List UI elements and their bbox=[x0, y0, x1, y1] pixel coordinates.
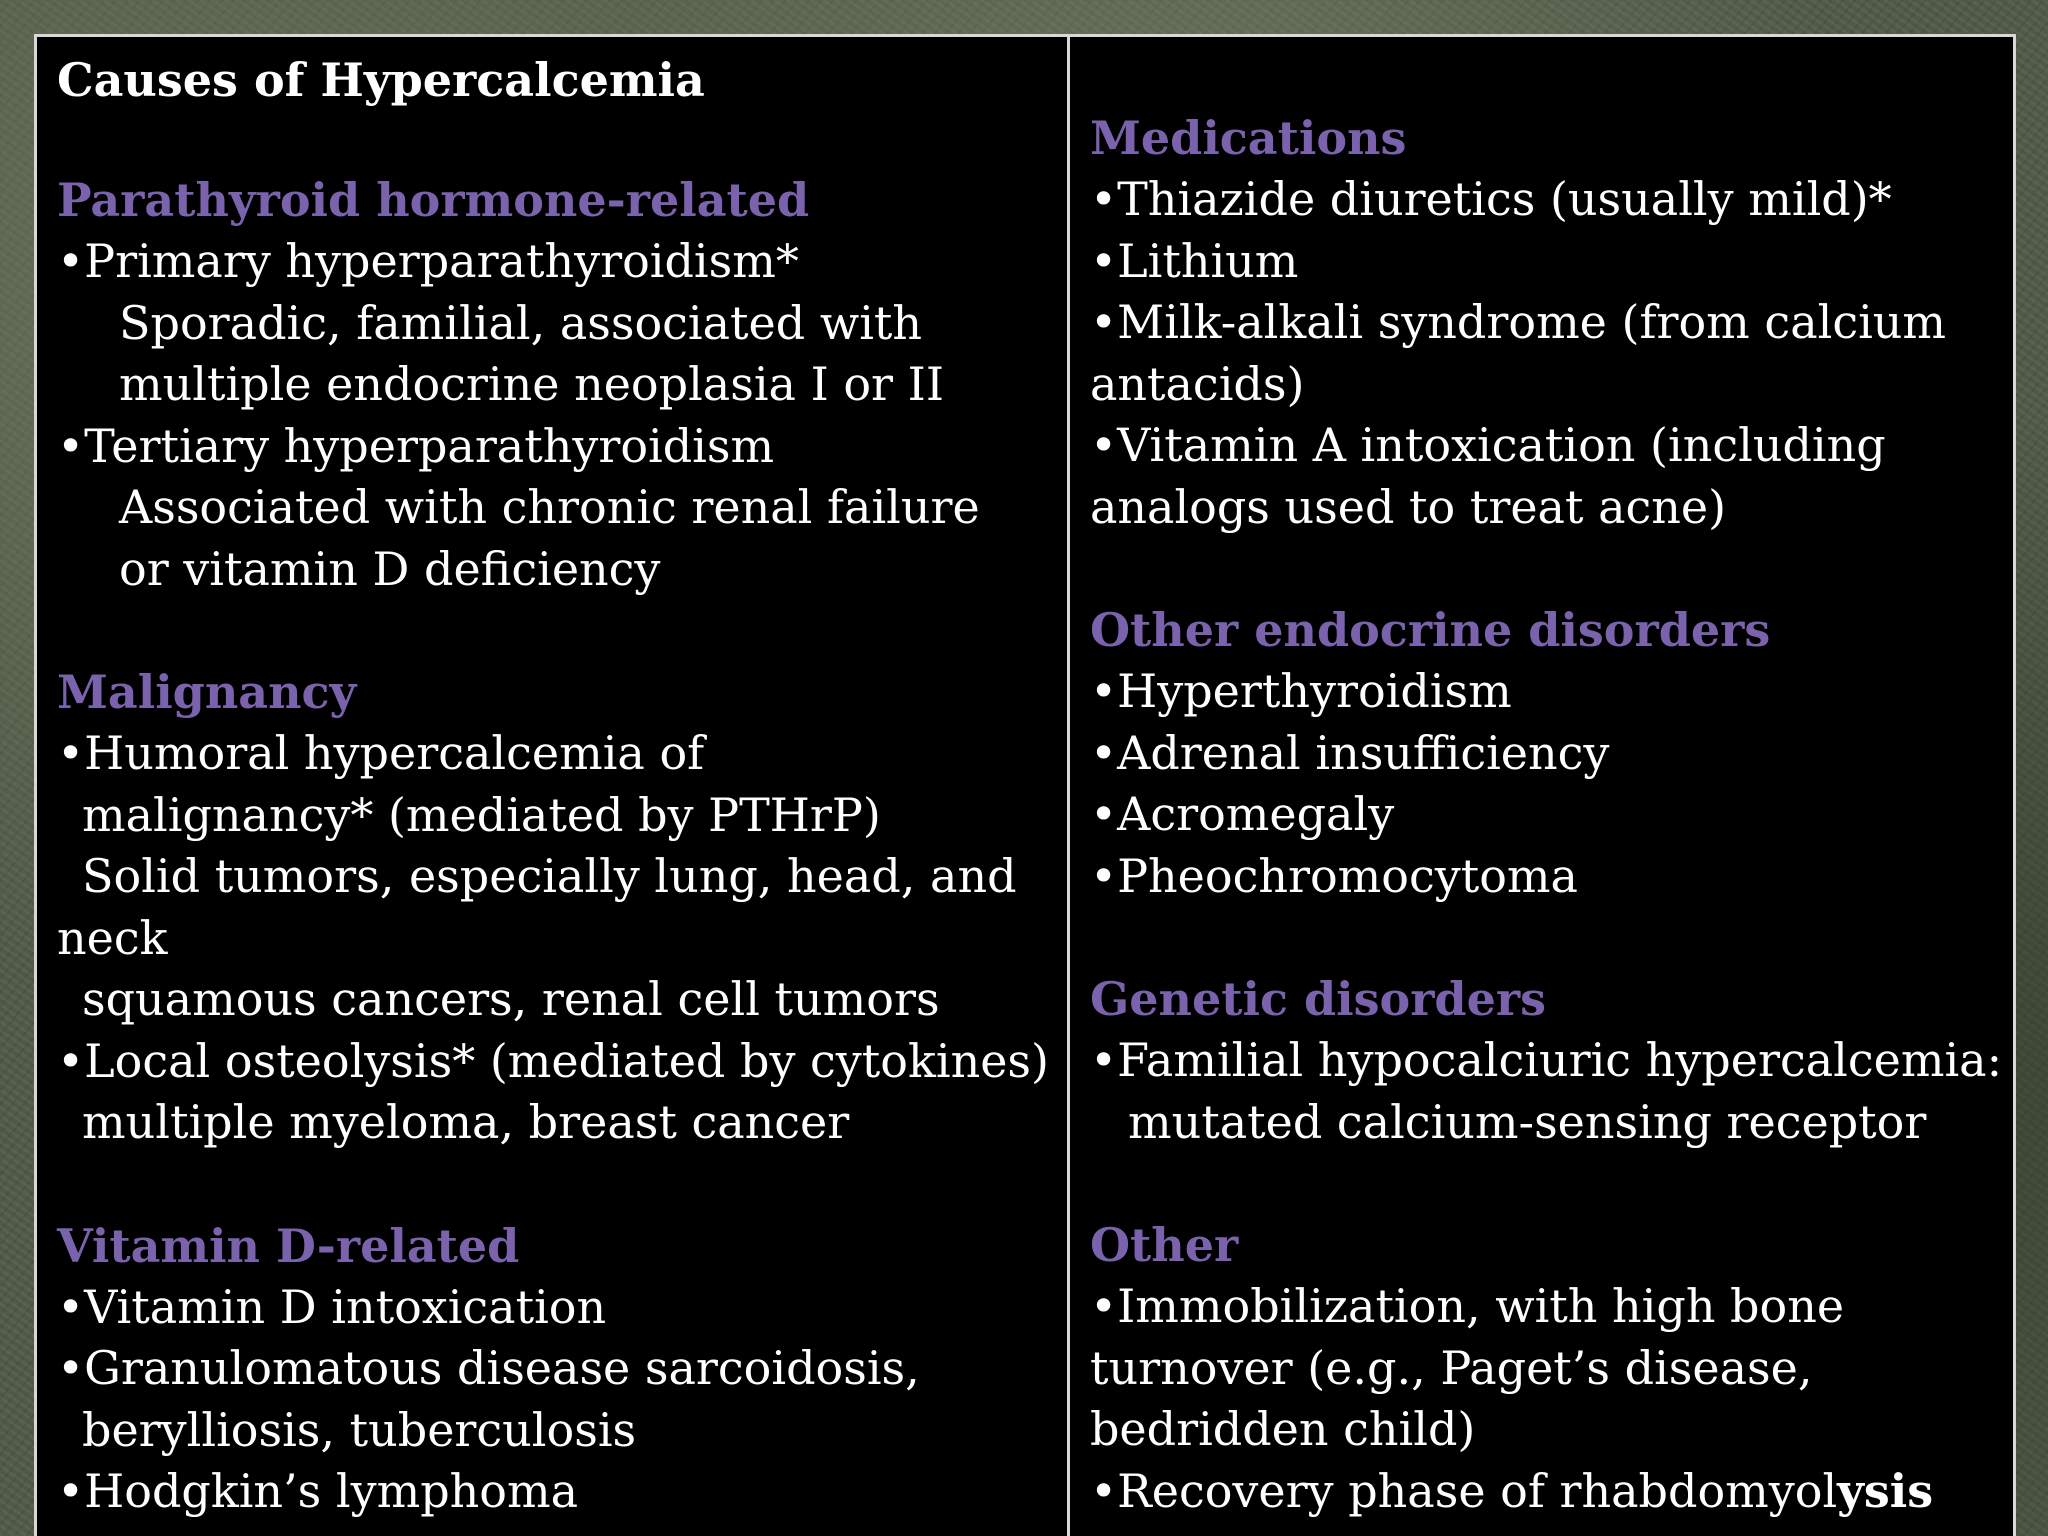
list-item-detail: mutated calcium-sensing receptor bbox=[1127, 1094, 1927, 1149]
list-item: •Thiazide diuretics (usually mild)* bbox=[1089, 172, 1892, 226]
heading-other-endocrine: Other endocrine disorders bbox=[1089, 603, 1771, 657]
heading-medications: Medications bbox=[1089, 111, 1407, 165]
list-item-detail: malignancy* (mediated by PTHrP) bbox=[82, 787, 881, 842]
list-item bbox=[1090, 1461, 2002, 1523]
list-item-detail: Sporadic, familial, associated with bbox=[119, 295, 923, 350]
list-item: •Humoral hypercalcemia of bbox=[57, 726, 705, 780]
list-item-detail: neck bbox=[57, 910, 168, 965]
list-item: •Adrenal insufficiency bbox=[1089, 725, 1610, 780]
list-item-text: •Recovery phase of rhabdomyol bbox=[1089, 1463, 1838, 1518]
list-item: •Familial hypocalciuric hypercalcemia: bbox=[1089, 1033, 2003, 1087]
list-item: •Lithium bbox=[1089, 233, 1299, 288]
heading-vitamin-d: Vitamin D-related bbox=[57, 1218, 520, 1273]
list-item: •Vitamin D intoxication bbox=[57, 1279, 607, 1334]
list-item: •Local osteolysis* (mediated by cytokines) bbox=[57, 1033, 1049, 1088]
list-item: •Hodgkin’s lymphoma bbox=[57, 1464, 579, 1518]
list-item-detail: berylliosis, tuberculosis bbox=[82, 1402, 637, 1457]
list-item: •Milk-alkali syndrome (from calcium bbox=[1089, 295, 1947, 349]
list-item: •Pheochromocytoma bbox=[1089, 848, 1578, 903]
heading-other: Other bbox=[1089, 1218, 1239, 1272]
list-item: •Tertiary hyperparathyroidism bbox=[57, 418, 775, 473]
heading-malignancy: Malignancy bbox=[57, 665, 357, 719]
heading-parathyroid: Parathyroid hormone-related bbox=[57, 173, 810, 227]
list-item-bold-suffix: ysis bbox=[1837, 1463, 1934, 1518]
list-item-detail: turnover (e.g., Paget’s disease, bbox=[1089, 1340, 1813, 1395]
list-item: •Acromegaly bbox=[1089, 787, 1395, 841]
list-item-detail: bedridden child) bbox=[1089, 1402, 1476, 1456]
list-item-detail: multiple myeloma, breast cancer bbox=[82, 1095, 850, 1149]
list-item: •Immobilization, with high bone bbox=[1089, 1279, 1845, 1333]
list-item-detail: Solid tumors, especially lung, head, and bbox=[82, 849, 1017, 903]
list-item-detail: multiple endocrine neoplasia I or II bbox=[119, 357, 945, 411]
list-item: •Hyperthyroidism bbox=[1089, 664, 1512, 718]
list-item-detail: antacids) bbox=[1089, 356, 1305, 411]
list-item: •Primary hyperparathyroidism* bbox=[57, 234, 799, 288]
list-item-detail: analogs used to treat acne) bbox=[1089, 479, 1727, 534]
left-column bbox=[37, 37, 1070, 1536]
right-column bbox=[1070, 37, 2022, 1536]
list-item: •Vitamin A intoxication (including bbox=[1089, 418, 1886, 472]
table-title: Causes of Hypercalcemia bbox=[57, 53, 705, 107]
heading-genetic: Genetic disorders bbox=[1089, 972, 1546, 1026]
list-item-detail: squamous cancers, renal cell tumors bbox=[82, 972, 940, 1026]
list-item: •Granulomatous disease sarcoidosis, bbox=[57, 1341, 920, 1395]
list-item-detail: or vitamin D deficiency bbox=[119, 541, 661, 596]
list-item-detail: Associated with chronic renal failure bbox=[119, 480, 980, 534]
causes-table bbox=[34, 34, 2016, 1536]
